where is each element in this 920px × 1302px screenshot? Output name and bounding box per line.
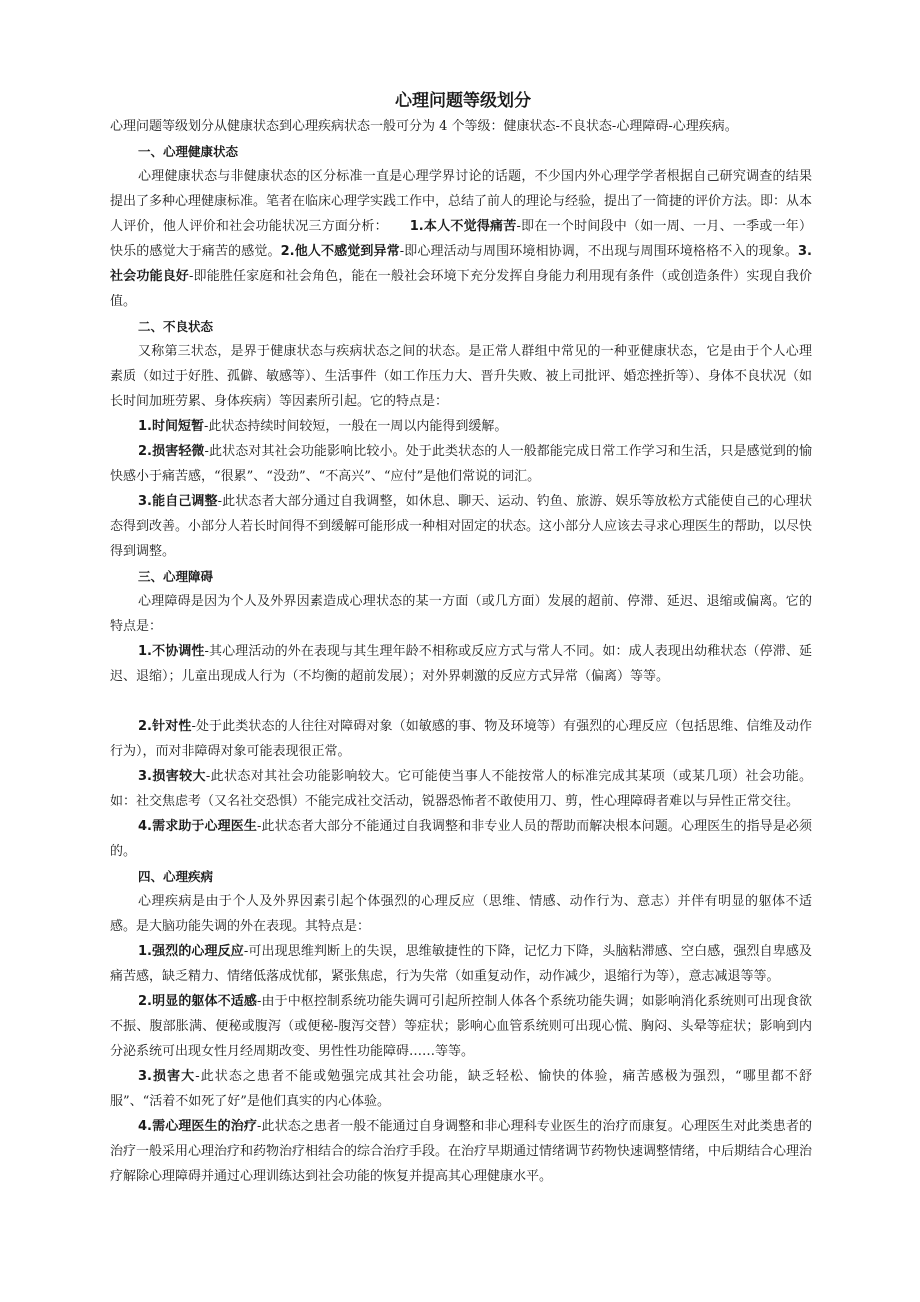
item-label: 3.损害大 xyxy=(138,1069,196,1084)
section-4-item-1 xyxy=(110,939,812,989)
item-text: -此状态者大部分不能通过自我调整和非专业人员的帮助而解决根本问题。心理医生的指导是必须的。 xyxy=(110,819,812,859)
section-3-item-3 xyxy=(110,764,812,814)
section-4-item-2 xyxy=(110,989,812,1064)
section-2-item-2 xyxy=(110,439,812,489)
section-4-heading: 四、心理疾病 xyxy=(138,869,214,884)
item-label: 1.不协调性 xyxy=(138,644,205,659)
item-label: 2.损害轻微 xyxy=(138,444,205,459)
section-4-item-3 xyxy=(110,1064,812,1114)
section-4-paragraph: 心理疾病是由于个人及外界因素引起个体强烈的心理反应（思维、情感、动作行为、意志）并伴有明显的躯体不适感。是大脑功能失调的外在表现。其特点是： xyxy=(110,894,812,934)
criterion-2-label: 2.他人不感觉到异常 xyxy=(280,244,400,259)
criterion-3-label: 3.社会功能良好 xyxy=(110,244,812,284)
item-label: 2.明显的躯体不适感 xyxy=(138,994,257,1009)
criterion-1-text: -即在一个时间段中（如一周、一月、一季或一年）快乐的感觉大于痛苦的感觉。 xyxy=(110,219,813,259)
section-2-item-3 xyxy=(110,489,812,564)
criterion-1-label: 1.本人不觉得痛苦 xyxy=(409,219,517,234)
section-1-text: 心理健康状态与非健康状态的区分标准一直是心理学界讨论的话题，不少国内外心理学学者根据自己研究调查的结果提出了多种心理健康标准。笔者在临床心理学实践工作中，总结了前人的理论与经验，提出了一简捷的评价方法。即：从本人评价，他人评价和社会功能状况三方面分析： xyxy=(110,169,813,234)
item-label: 3.损害较大 xyxy=(138,769,206,784)
section-2-paragraph: 又称第三状态，是界于健康状态与疾病状态之间的状态。是正常人群组中常见的一种亚健康状态，它是由于个人心理素质（如过于好胜、孤僻、敏感等）、生活事件（如工作压力大、晋升失败、被上司批评、婚恋挫折等）、身体不良状况（如长时间加班劳累、身体疾病）等因素所引起。它的特点是： xyxy=(110,344,813,409)
item-label: 3.能自己调整 xyxy=(138,494,218,509)
item-text: -此状态之患者不能或勉强完成其社会功能，缺乏轻松、愉快的体验，痛苦感极为强烈，“哪里都不舒服”、“活着不如死了好”是他们真实的内心体验。 xyxy=(110,1069,812,1109)
item-text: -此状态对其社会功能影响比较小。处于此类状态的人一般都能完成日常工作学习和生活，只是感觉到的愉快感小于痛苦感，“很累”、“没劲”、“不高兴”、“应付”是他们常说的词汇。 xyxy=(110,444,812,484)
item-text: -处于此类状态的人往往对障碍对象（如敏感的事、物及环境等）有强烈的心理反应（包括思维、信维及动作行为），而对非障碍对象可能表现很正常。 xyxy=(110,719,813,759)
criterion-2-text: -即心理活动与周围环境相协调，不出现与周围环境格格不入的现象。 xyxy=(399,244,798,259)
document-title: 心理问题等级划分 xyxy=(395,91,531,111)
document-page xyxy=(110,88,812,1189)
item-text: -其心理活动的外在表现与其生理年龄不相称或反应方式与常人不同。如：成人表现出幼稚状态（停滞、延迟、退缩）；儿童出现成人行为（不均衡的超前发展）；对外界刺激的反应方式异常（偏离）等等。 xyxy=(110,644,812,684)
section-4-item-4 xyxy=(110,1114,812,1189)
section-2-heading: 二、不良状态 xyxy=(138,319,214,334)
item-text: -此状态持续时间较短，一般在一周以内能得到缓解。 xyxy=(203,419,508,434)
item-text: -此状态者大部分通过自我调整，如休息、聊天、运动、钓鱼、旅游、娱乐等放松方式能使自己的心理状态得到改善。小部分人若长时间得不到缓解可能形成一种相对固定的状态。这小部分人应该去寻求心理医生的帮助，以尽快得到调整。 xyxy=(110,494,813,559)
criterion-3-text: -即能胜任家庭和社会角色，能在一般社会环境下充分发挥自身能力利用现有条件（或创造条件）实现自我价值。 xyxy=(110,269,812,309)
item-text: -此状态之患者一般不能通过自身调整和非心理科专业医生的治疗而康复。心理医生对此类患者的治疗一般采用心理治疗和药物治疗相结合的综合治疗手段。在治疗早期通过情绪调节药物快速调整情绪，中后期结合心理治疗解除心理障碍并通过心理训练达到社会功能的恢复并提高其心理健康水平。 xyxy=(110,1119,813,1184)
item-label: 1.时间短暂 xyxy=(138,419,204,434)
section-3-item-4 xyxy=(110,814,812,864)
item-label: 1.强烈的心理反应 xyxy=(138,944,244,959)
section-3-heading: 三、心理障碍 xyxy=(138,569,214,584)
blank-line xyxy=(110,689,812,714)
section-1-paragraph xyxy=(110,164,812,314)
item-label: 4.需求助于心理医生 xyxy=(138,819,257,834)
item-text: -可出现思维判断上的失误，思维敏捷性的下降，记忆力下降，头脑粘滞感、空白感，强烈自卑感及痛苦感，缺乏精力、情绪低落成忧郁，紧张焦虑，行为失常（如重复动作，动作减少，退缩行为等），意志减退等等。 xyxy=(110,944,812,984)
section-3-paragraph: 心理障碍是因为个人及外界因素造成心理状态的某一方面（或几方面）发展的超前、停滞、延迟、退缩或偏离。它的特点是： xyxy=(110,594,812,634)
item-label: 4.需心理医生的治疗 xyxy=(138,1119,257,1134)
item-text: -由于中枢控制系统功能失调可引起所控制人体各个系统功能失调；如影响消化系统则可出现食欲不振、腹部胀满、便秘或腹泻（或便秘-腹泻交替）等症状；影响心血管系统则可出现心慌、胸闷、头晕等症状；影响到内分泌系统可出现女性月经周期改变、男性性功能障碍……等等。 xyxy=(110,994,812,1059)
item-label: 2.针对性 xyxy=(138,719,192,734)
item-text: -此状态对其社会功能影响较大。它可能使当事人不能按常人的标准完成其某项（或某几项）社会功能。如：社交焦虑考（又名社交恐惧）不能完成社交活动，锐器恐怖者不敢使用刀、剪，性心理障碍者难以与异性正常交往。 xyxy=(110,769,813,809)
section-2-item-1 xyxy=(110,414,812,439)
section-1-heading: 一、心理健康状态 xyxy=(138,144,239,159)
intro-paragraph: 心理问题等级划分从健康状态到心理疾病状态一般可分为 4 个等级：健康状态-不良状态-心理障碍-心理疾病。 xyxy=(110,119,738,134)
section-3-item-1 xyxy=(110,639,812,689)
section-3-item-2 xyxy=(110,714,812,764)
